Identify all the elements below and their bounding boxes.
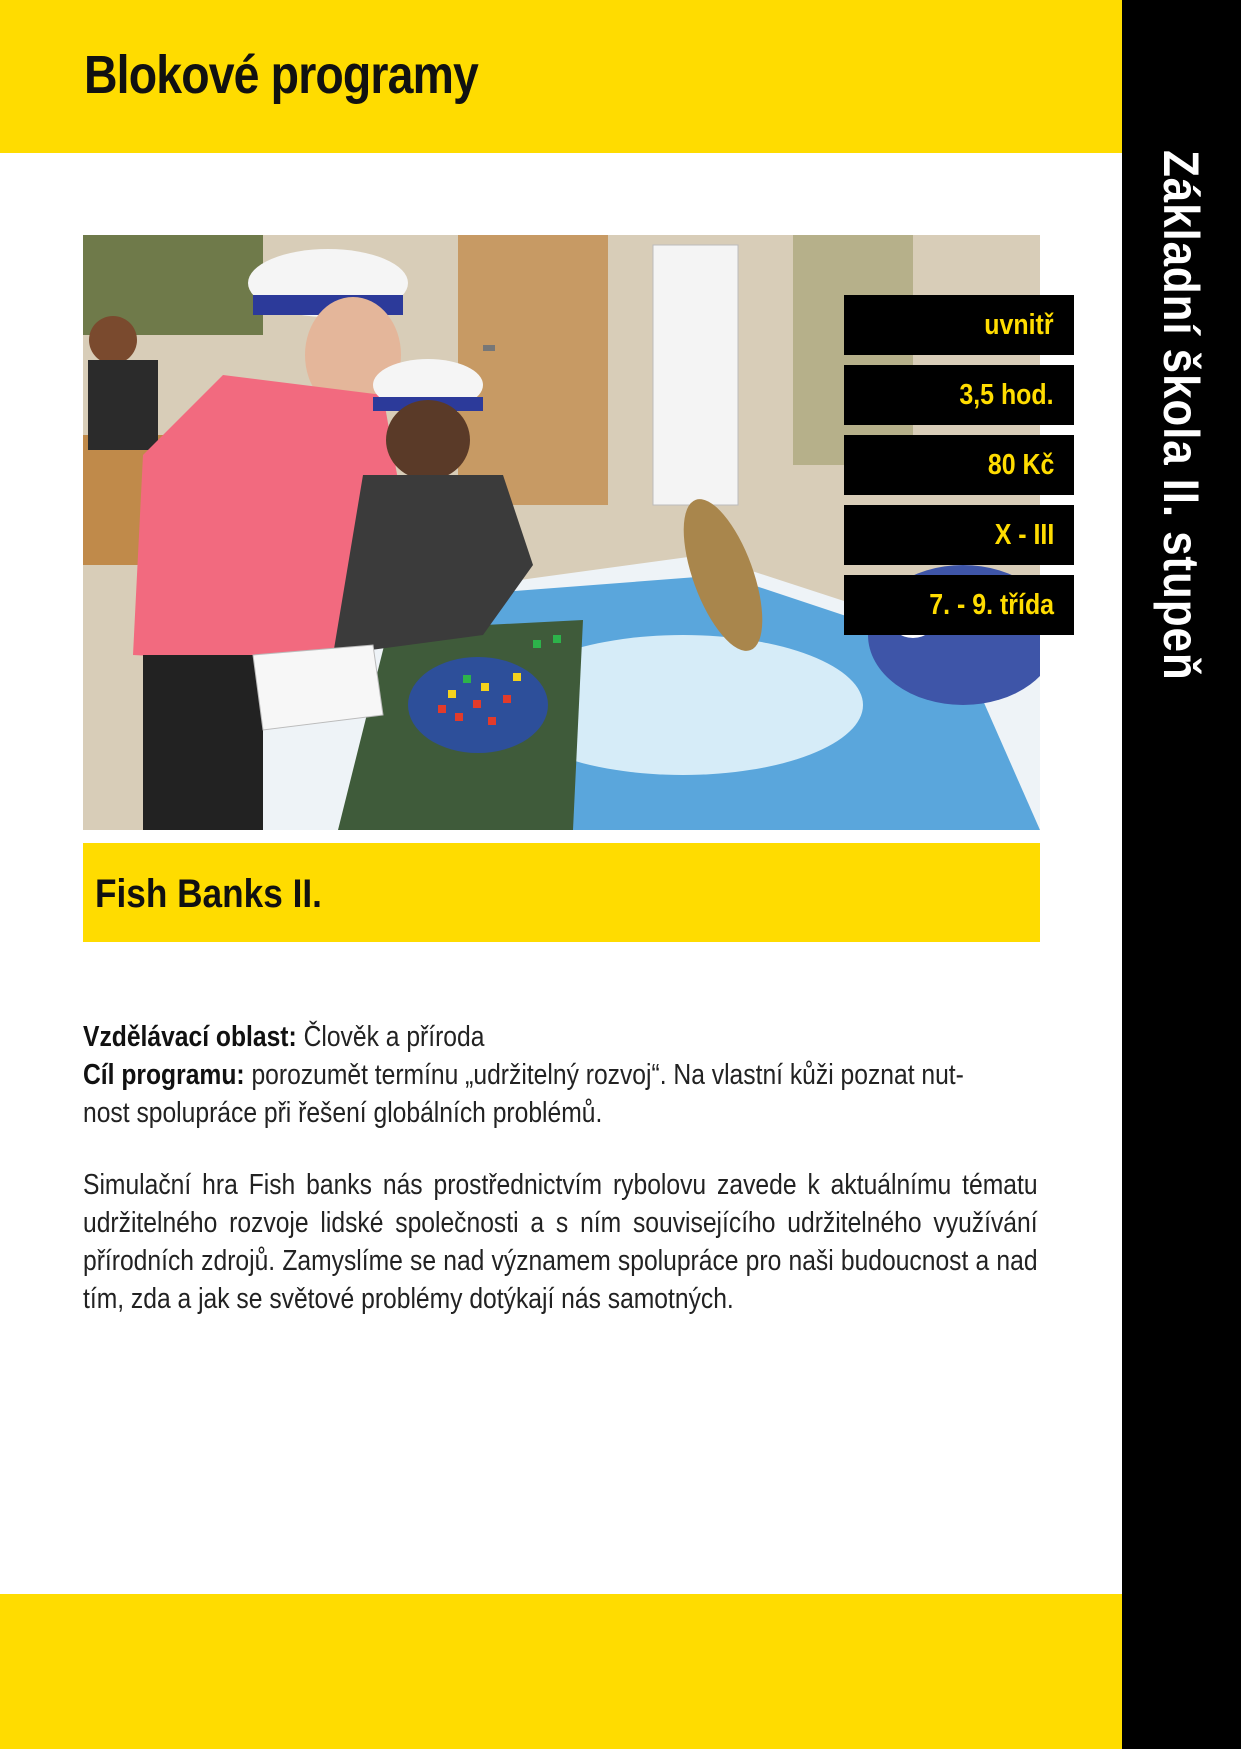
footer-band: [0, 1594, 1122, 1749]
tag-location: uvnitř: [844, 295, 1074, 355]
description-paragraph: Simulační hra Fish banks nás prostřednictvím rybolovu zavede k aktuálnímu tématu udržitelného rozvoje lidské společnosti a s ním souvisejícího udržitelného využívání přírodních zdrojů. Zamyslíme se nad významem spolupráce pro naši budoucnost a nad tím, zda a jak se světové problémy dotýkají nás samotných.: [83, 1169, 1038, 1315]
tag-months: X - III: [844, 505, 1074, 565]
goal-line: [83, 1056, 1038, 1094]
goal-label: Cíl programu:: [83, 1059, 245, 1091]
goal-text-line1: porozumět termínu „udržitelný rozvoj“. Na vlastní kůži poznat nut-: [251, 1059, 964, 1091]
area-value: Člověk a příroda: [303, 1021, 485, 1053]
area-label: Vzdělávací oblast:: [83, 1021, 297, 1053]
sidebar-title: Základní škola II. stupeň: [1153, 150, 1209, 681]
program-title: Fish Banks II.: [95, 872, 322, 916]
page-title: Blokové programy: [84, 45, 479, 105]
tag-grade: 7. - 9. třída: [844, 575, 1074, 635]
tag-price: 80 Kč: [844, 435, 1074, 495]
program-description: [83, 1018, 1038, 1318]
area-line: [83, 1018, 1038, 1056]
tag-duration: 3,5 hod.: [844, 365, 1074, 425]
goal-text-line2: nost spolupráce při řešení globálních problémů.: [83, 1097, 603, 1129]
